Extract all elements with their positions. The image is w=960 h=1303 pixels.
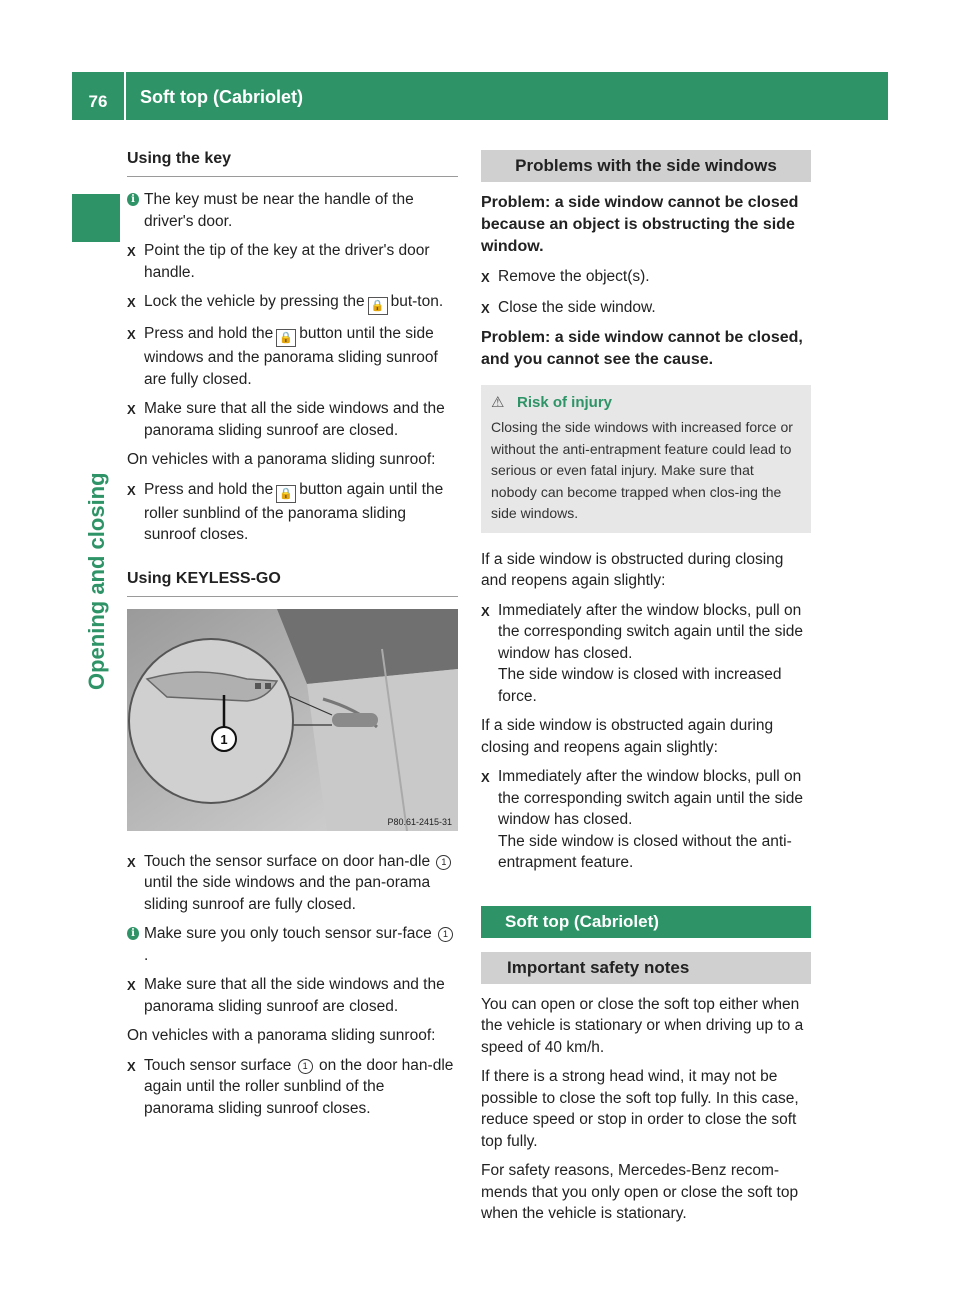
step-arrow-icon: X (481, 603, 490, 619)
step-arrow-icon: X (127, 244, 136, 259)
lock-icon: 🔒 (276, 485, 296, 503)
step-arrow-icon: X (127, 1058, 136, 1074)
header-title: Soft top (Cabriolet) (140, 87, 303, 107)
step-item: X Touch sensor surface 1 on the door han-dle again until the roller sunblind of the panorama sliding sunroof closes. (127, 1055, 458, 1120)
step-item: X Point the tip of the key at the driver's door handle. (127, 240, 458, 283)
body-text: On vehicles with a panorama sliding sunroof: (127, 1027, 436, 1044)
step-item: X Immediately after the window blocks, pull on the corresponding switch again until the side window has closed. The side window is closed with increased force. (481, 600, 811, 708)
lock-icon: 🔒 (368, 297, 388, 315)
callout-1-icon: 1 (298, 1059, 313, 1074)
step-item: X Make sure that all the side windows and the panorama sliding sunroof are closed. (127, 398, 458, 441)
safety-heading: Important safety notes (481, 952, 811, 984)
step-item: X Make sure that all the side windows and the panorama sliding sunroof are closed. (127, 974, 458, 1017)
warning-title: Risk of injury (517, 393, 613, 411)
door-handle-figure (127, 609, 458, 831)
chapter-tab (72, 194, 120, 242)
step-arrow-icon: X (481, 270, 490, 285)
step-arrow-icon: X (127, 482, 136, 498)
left-column (127, 150, 458, 1127)
figure-code: P80.61-2415-31 (387, 816, 452, 827)
step-item: X Remove the object(s). (481, 266, 811, 289)
step-item: X Press and hold the 🔒 button until the side windows and the panorama sliding sunroof are fully closed. (127, 323, 458, 390)
warning-box (481, 385, 811, 533)
page-number: 76 (72, 72, 126, 120)
problem-statement: Problem: a side window cannot be closed, and you cannot see the cause. (481, 329, 803, 368)
body-text: If a side window is obstructed during closing and reopens again slightly: (481, 550, 784, 589)
softtop-heading: Soft top (Cabriolet) (481, 906, 811, 938)
chapter-label: Opening and closing (84, 472, 109, 690)
body-text: You can open or close the soft top either when the vehicle is stationary or when driving up to a speed of 40 km/h. (481, 995, 804, 1056)
step-item: X Lock the vehicle by pressing the 🔒 but-ton. (127, 291, 458, 315)
step-item: X Press and hold the 🔒 button again until the roller sunblind of the panorama sliding sunroof closes. (127, 479, 458, 546)
body-text: If there is a strong head wind, it may not be possible to close the soft top fully. In this case, reduce speed or stop in order to close the soft top fully. (481, 1068, 799, 1150)
warning-text: Closing the side windows with increased force or without the anti-entrapment feature could lead to serious or even fatal injury. Make sure that nobody can become trapped when clos-ing the side windows. (491, 419, 793, 521)
info-note: i Make sure you only touch sensor sur-face 1. (127, 923, 458, 966)
lock-icon: 🔒 (276, 329, 296, 347)
section-title-using-key: Using the key (127, 150, 458, 177)
step-arrow-icon: X (481, 770, 490, 785)
step-arrow-icon: X (127, 295, 136, 310)
page-header (72, 72, 888, 120)
step-item: X Touch the sensor surface on door han-dle 1 until the side windows and the pan-orama sliding sunroof are fully closed. (127, 851, 458, 916)
right-column (481, 150, 811, 1233)
warning-triangle-icon: ⚠ (491, 394, 505, 411)
callout-1-icon: 1 (436, 855, 451, 870)
body-text: For safety reasons, Mercedes-Benz recom-mends that you only open or close the soft top when the vehicle is stationary. (481, 1162, 799, 1222)
step-item: X Close the side window. (481, 297, 811, 320)
step-arrow-icon: X (127, 854, 136, 870)
callout-1-icon: 1 (438, 927, 453, 942)
info-note: i The key must be near the handle of the driver's door. (127, 189, 458, 232)
step-arrow-icon: X (127, 978, 136, 993)
info-icon: i (127, 193, 139, 206)
body-text: On vehicles with a panorama sliding sunroof: (127, 451, 436, 468)
body-text: If a side window is obstructed again during closing and reopens again slightly: (481, 717, 774, 756)
step-item: X Immediately after the window blocks, pull on the corresponding switch again until the side window has closed. The side window is closed without the anti-entrapment feature. (481, 766, 811, 874)
step-arrow-icon: X (127, 402, 136, 417)
problem-statement: Problem: a side window cannot be closed because an object is obstructing the side window. (481, 194, 799, 255)
section-title-keyless-go: Using KEYLESS-GO (127, 570, 458, 597)
figure-callout: 1 (220, 731, 228, 747)
step-arrow-icon: X (127, 327, 136, 342)
info-icon: i (127, 927, 139, 940)
problems-heading: Problems with the side windows (481, 150, 811, 182)
step-arrow-icon: X (481, 300, 490, 316)
